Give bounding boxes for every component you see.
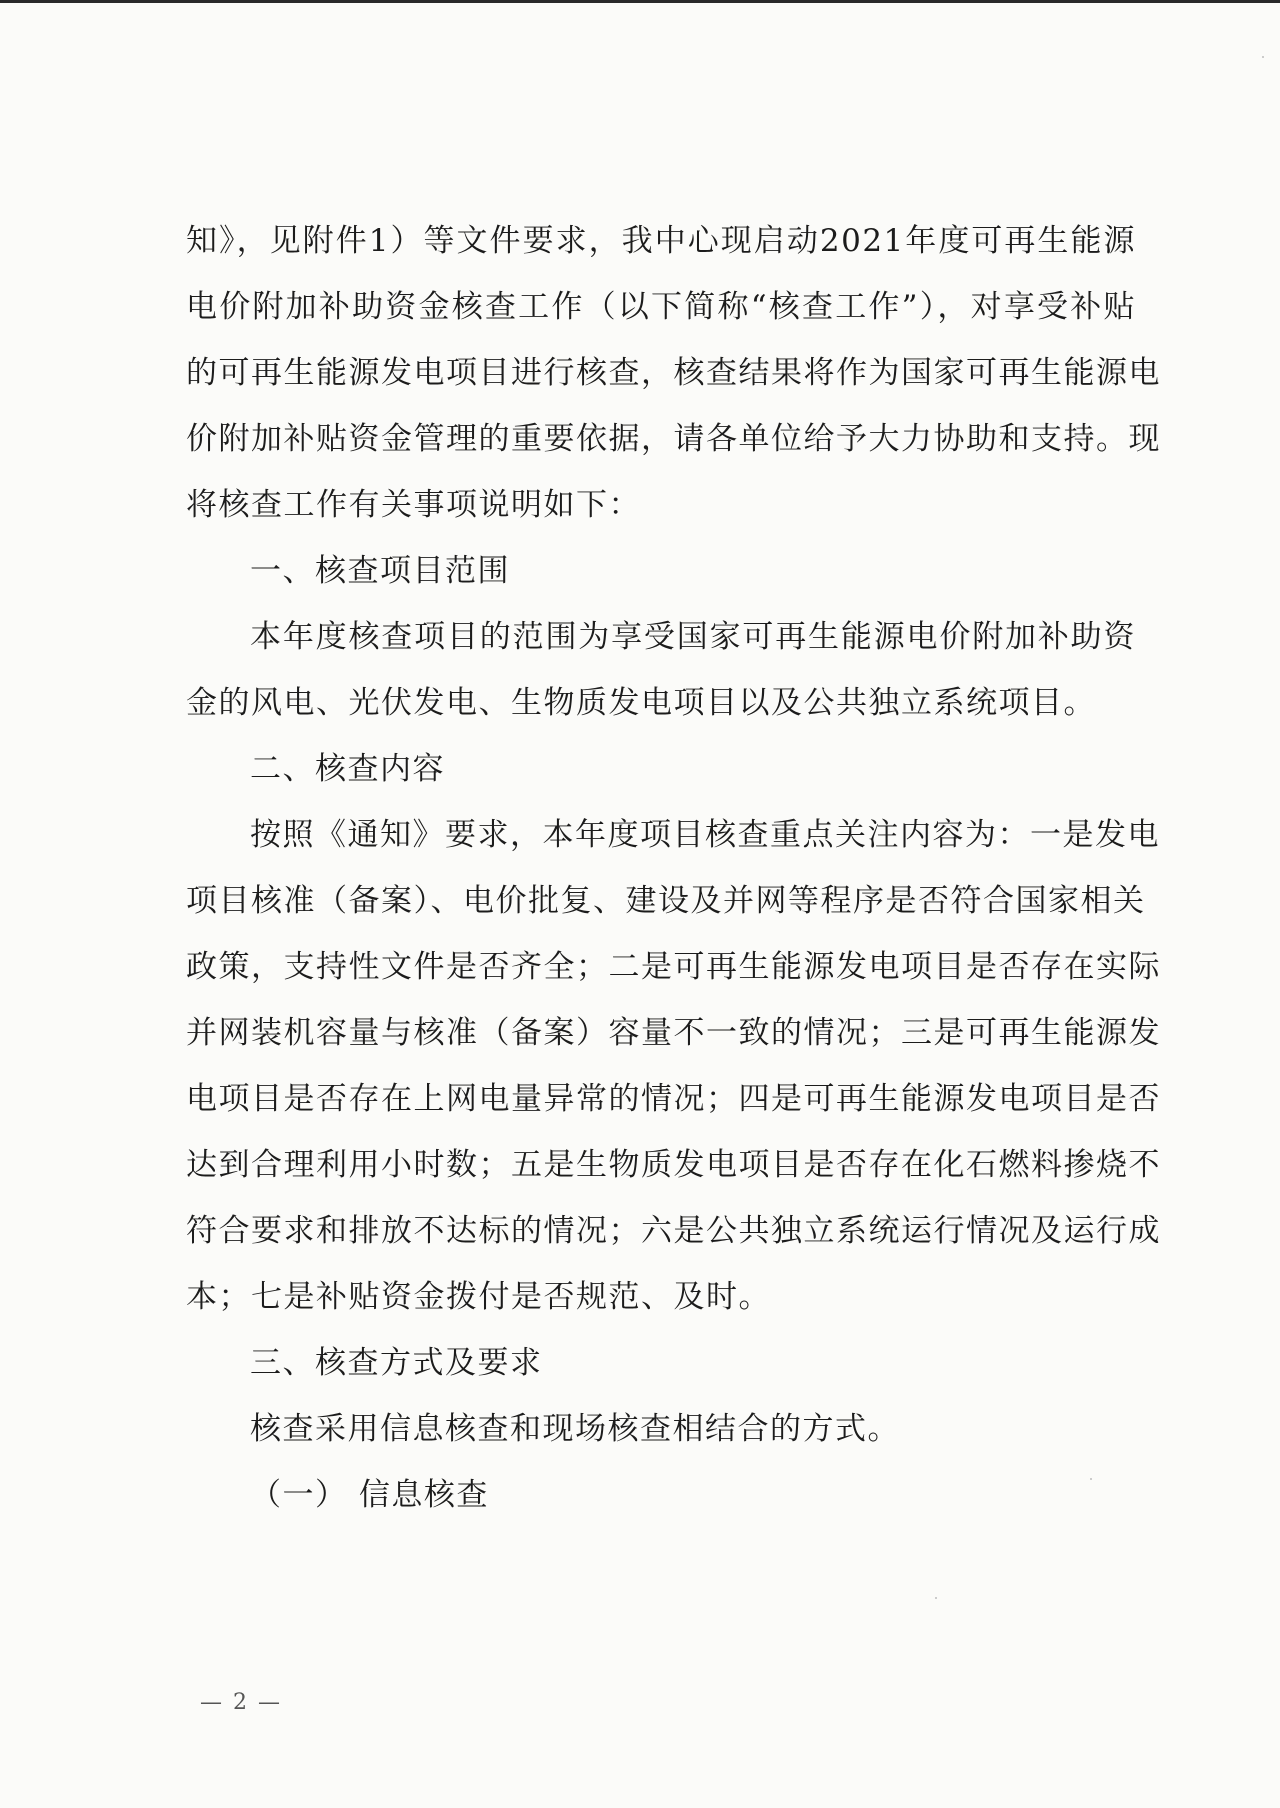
text-line: 核查采用信息核查和现场核查相结合的方式。 — [250, 1411, 900, 1447]
section-heading-method: 三、核查方式及要求 — [250, 1345, 543, 1381]
text-line: 知》，见附件1）等文件要求，我中心现启动2021年度可再生能源 — [186, 223, 1136, 259]
scan-speck — [935, 1597, 937, 1599]
scan-speck — [1262, 56, 1264, 58]
text-line: 达到合理利用小时数；五是生物质发电项目是否存在化石燃料掺烧不 — [186, 1147, 1161, 1183]
text-line: 电项目是否存在上网电量异常的情况；四是可再生能源发电项目是否 — [186, 1081, 1161, 1117]
text-line: 将核查工作有关事项说明如下： — [186, 487, 641, 523]
scan-top-border — [0, 0, 1280, 3]
scan-speck — [1090, 1478, 1092, 1480]
page-number: — 2 — — [200, 1690, 282, 1715]
text-line: 政策，支持性文件是否齐全；二是可再生能源发电项目是否存在实际 — [186, 949, 1161, 985]
section-heading-content: 二、核查内容 — [250, 751, 445, 787]
subsection-heading-info-check: （一） 信息核查 — [250, 1477, 489, 1513]
document-body — [186, 208, 1161, 1528]
text-line: 的可再生能源发电项目进行核查，核查结果将作为国家可再生能源电 — [186, 355, 1161, 391]
text-line: 价附加补贴资金管理的重要依据，请各单位给予大力协助和支持。现 — [186, 421, 1161, 457]
text-line: 电价附加补助资金核查工作（以下简称“核查工作”），对享受补贴 — [186, 289, 1136, 325]
section-heading-scope: 一、核查项目范围 — [250, 553, 510, 589]
text-line: 项目核准（备案）、电价批复、建设及并网等程序是否符合国家相关 — [186, 883, 1146, 919]
text-line: 本；七是补贴资金拨付是否规范、及时。 — [186, 1279, 771, 1315]
text-line: 按照《通知》要求，本年度项目核查重点关注内容为：一是发电 — [250, 817, 1160, 853]
text-line: 并网装机容量与核准（备案）容量不一致的情况；三是可再生能源发 — [186, 1015, 1161, 1051]
text-line: 金的风电、光伏发电、生物质发电项目以及公共独立系统项目。 — [186, 685, 1096, 721]
text-line: 本年度核查项目的范围为享受国家可再生能源电价附加补助资 — [250, 619, 1136, 655]
text-line: 符合要求和排放不达标的情况；六是公共独立系统运行情况及运行成 — [186, 1213, 1161, 1249]
